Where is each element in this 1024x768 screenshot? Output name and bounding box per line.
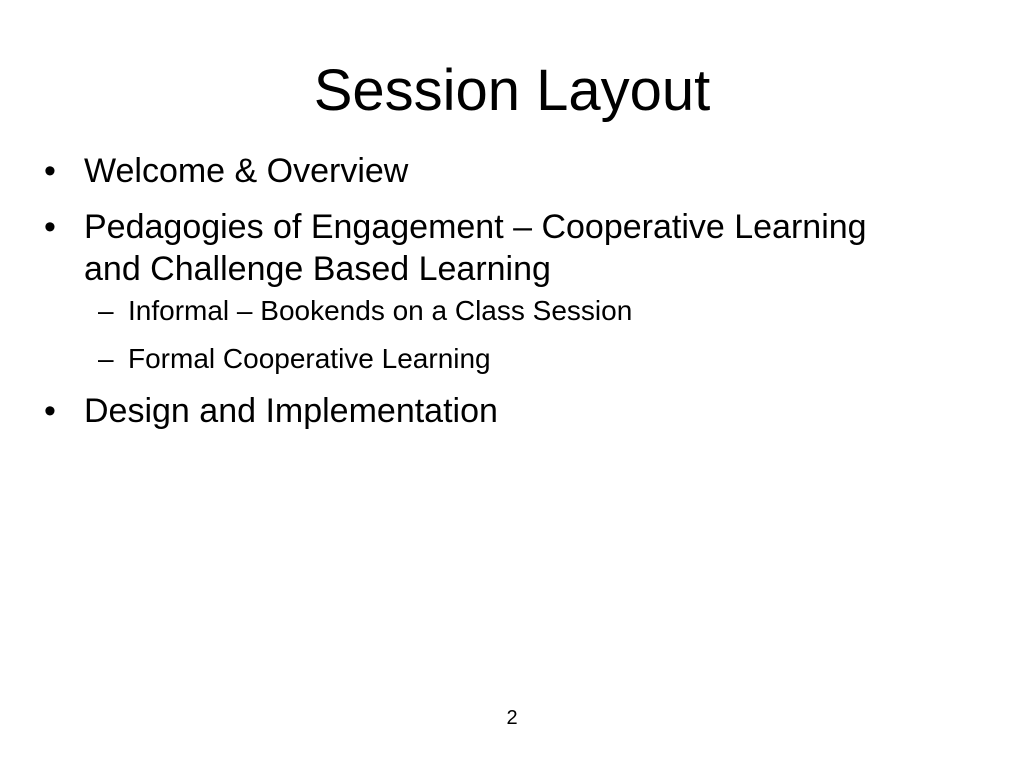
sub-bullet-text: Formal Cooperative Learning [128,343,491,374]
sub-bullet-item [84,342,874,376]
bullet-item [44,206,874,376]
sub-bullet-marker: – [98,343,114,374]
page-number: 2 [506,707,518,729]
sub-bullet-list [84,294,874,376]
sub-bullet-text: Informal – Bookends on a Class Session [128,295,633,326]
bullet-text: Design and Implementation [84,392,498,430]
bullet-marker: • [44,392,56,430]
bullet-item [44,150,874,192]
sub-bullet-marker: – [98,295,114,326]
bullet-text: Pedagogies of Engagement – Cooperative Learning and Challenge Based Learning [84,208,867,288]
bullet-marker: • [44,208,56,246]
slide-title: Session Layout [313,58,711,123]
bullet-marker: • [44,152,56,190]
bullet-list [44,150,874,446]
bullet-item [44,390,874,432]
sub-bullet-item [84,294,874,328]
bullet-text: Welcome & Overview [84,152,409,190]
